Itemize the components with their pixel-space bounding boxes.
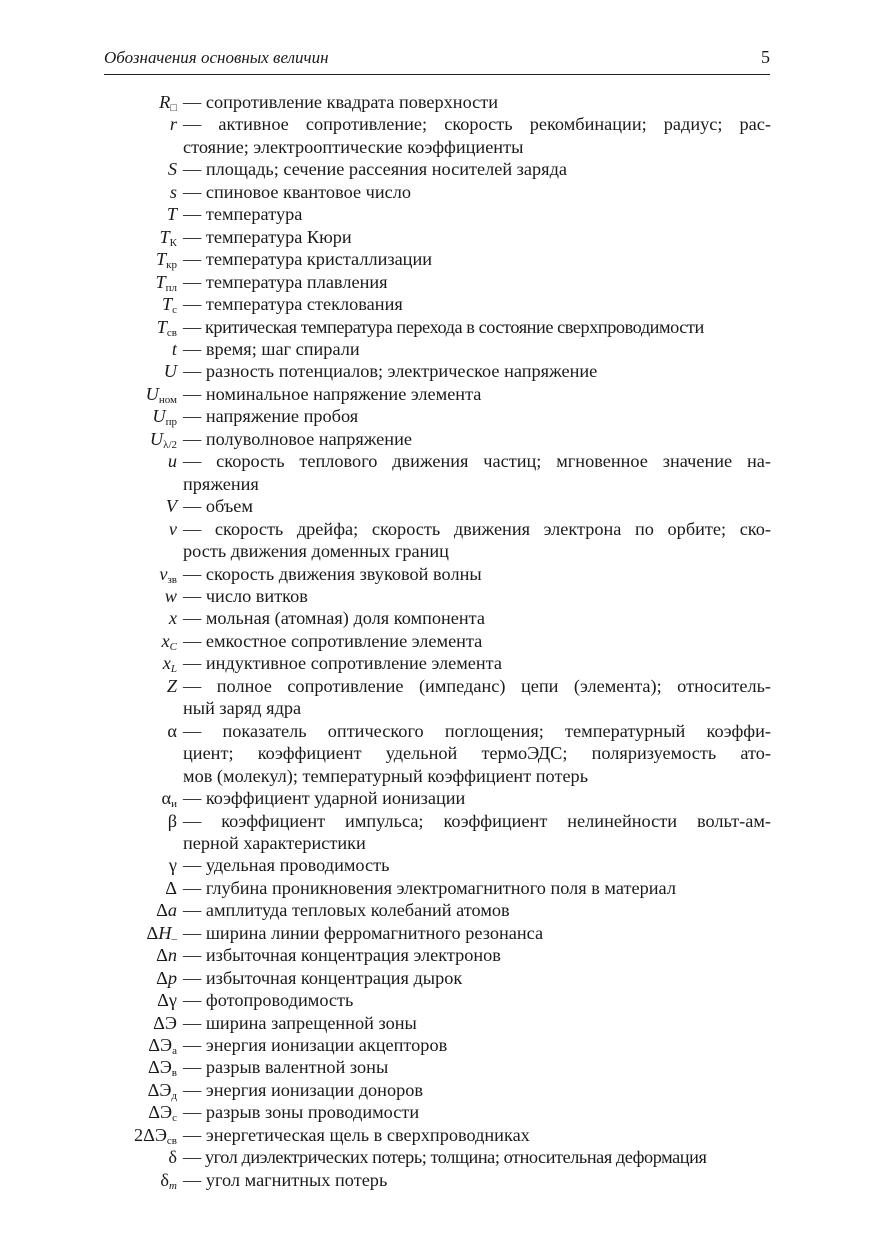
list-item <box>0 1056 875 1078</box>
list-item <box>0 383 875 405</box>
list-item <box>0 428 875 450</box>
symbol: $\alpha_и$ <box>161 788 177 811</box>
list-item <box>0 271 875 293</box>
symbol: ΔЭ <box>153 1012 177 1033</box>
symbol: T <box>166 204 177 225</box>
definition: — температура кристаллизации <box>183 249 433 270</box>
definition: — избыточная концентрация электронов <box>183 945 501 966</box>
list-item <box>0 495 875 517</box>
definition: — индуктивное сопротивление элемента <box>183 653 503 674</box>
list-item <box>0 1079 875 1101</box>
definition: — энергетическая щель в сверхпроводниках <box>183 1124 530 1145</box>
definition: — температура стеклования <box>183 294 403 315</box>
symbol: $x_L$ <box>162 653 177 676</box>
list-item <box>0 450 875 495</box>
symbol: γ <box>168 855 177 876</box>
definition: — критическая температура перехода в состояние сверхпроводимости <box>183 316 704 337</box>
definition: — температура плавления <box>183 271 388 292</box>
symbol: $T_с$ <box>161 294 177 317</box>
definition: — номинальное напряжение элемента <box>183 383 482 404</box>
symbol-list <box>0 91 875 1191</box>
list-item <box>0 226 875 248</box>
symbol: $\delta_m$ <box>160 1169 177 1192</box>
list-item <box>0 1034 875 1056</box>
list-item <box>0 922 875 944</box>
definition: — избыточная концентрация дырок <box>183 967 463 988</box>
definition: — угол диэлектрических потерь; толщина; относительная деформация <box>183 1147 707 1168</box>
symbol: $\Delta Э_а$ <box>148 1035 177 1058</box>
symbol: $\Delta Э_д$ <box>147 1079 177 1102</box>
symbol: $R_□$ <box>159 92 177 114</box>
list-item <box>0 967 875 989</box>
list-item <box>0 181 875 203</box>
definition: — ширина линии ферромагнитного резонанса <box>183 922 544 943</box>
definition: — температура <box>183 204 303 225</box>
symbol: V <box>165 496 177 517</box>
symbol: $\Delta Э_с$ <box>148 1102 177 1125</box>
definition: — активное сопротивление; скорость рекомбинации; радиус; рас- стояние; электрооптические коэффициенты <box>183 114 771 157</box>
list-item <box>0 854 875 876</box>
list-item <box>0 944 875 966</box>
symbol: $U_{ном}$ <box>145 383 177 406</box>
definition: — фотопроводимость <box>183 990 354 1011</box>
definition: — разрыв зоны проводимости <box>183 1102 420 1123</box>
definition: — спиновое квантовое число <box>183 181 411 202</box>
list-item <box>0 630 875 652</box>
definition: — коэффициент ударной ионизации <box>183 788 466 809</box>
symbol: Δp <box>156 967 177 988</box>
symbol: U <box>163 361 177 382</box>
list-item <box>0 1101 875 1123</box>
definition: — ширина запрещенной зоны <box>183 1012 417 1033</box>
definition: — удельная проводимость <box>183 855 390 876</box>
list-item <box>0 810 875 855</box>
page-number: 5 <box>761 47 770 67</box>
symbol: $T_{кр}$ <box>155 249 177 272</box>
symbol: δ <box>168 1147 177 1168</box>
list-item <box>0 316 875 338</box>
definition: — температура Кюри <box>183 226 352 247</box>
symbol: $T_К$ <box>159 226 177 249</box>
symbol: w <box>164 585 177 606</box>
list-item <box>0 91 875 113</box>
definition: — полное сопротивление (импеданс) цепи (элемента); относитель- ный заряд ядра <box>183 675 771 719</box>
list-item <box>0 787 875 809</box>
symbol: α <box>167 720 177 741</box>
list-item <box>0 405 875 427</box>
list-item <box>0 607 875 629</box>
symbol: $T_{пл}$ <box>155 271 177 294</box>
symbol: x <box>168 608 177 629</box>
definition: — мольная (атомная) доля компонента <box>183 608 486 629</box>
definition: — скорость движения звуковой волны <box>183 563 482 584</box>
symbol: $U_{\lambda/2}$ <box>149 428 177 451</box>
symbol: β <box>167 810 177 831</box>
symbol: Δn <box>156 945 177 966</box>
list-item <box>0 1012 875 1034</box>
definition: — энергия ионизации доноров <box>183 1079 424 1100</box>
list-item <box>0 1169 875 1191</box>
definition: — угол магнитных потерь <box>183 1169 388 1190</box>
list-item <box>0 1124 875 1146</box>
symbol: $v_{зв}$ <box>159 563 177 586</box>
definition: — число витков <box>183 585 308 606</box>
definition: — энергия ионизации акцепторов <box>183 1035 448 1056</box>
definition: — разность потенциалов; электрическое напряжение <box>183 361 598 382</box>
symbol: $U_{пр}$ <box>152 406 177 429</box>
definition: — время; шаг спирали <box>183 338 360 359</box>
symbol: v <box>168 518 177 539</box>
definition: — скорость теплового движения частиц; мгновенное значение на- пряжения <box>183 451 771 494</box>
definition: — амплитуда тепловых колебаний атомов <box>183 900 510 921</box>
list-item <box>0 158 875 180</box>
symbol: $2\Delta Э_{св}$ <box>133 1124 177 1147</box>
definition: — напряжение пробоя <box>183 406 359 427</box>
symbol: Δa <box>156 900 177 921</box>
list-item <box>0 675 875 720</box>
list-item <box>0 585 875 607</box>
symbol: t <box>171 338 177 359</box>
list-item <box>0 899 875 921</box>
definition: — полуволновое напряжение <box>183 428 412 449</box>
list-item <box>0 563 875 585</box>
definition: — сопротивление квадрата поверхности <box>183 92 499 112</box>
list-item <box>0 203 875 225</box>
list-item <box>0 877 875 899</box>
list-item <box>0 248 875 270</box>
definition: — глубина проникновения электромагнитного поля в материал <box>183 877 676 898</box>
list-item <box>0 720 875 787</box>
symbol: u <box>167 451 177 472</box>
list-item <box>0 293 875 315</box>
list-item <box>0 652 875 674</box>
list-item <box>0 518 875 563</box>
definition: — показатель оптического поглощения; температурный коэффи- циент; коэффициент удельной термоЭДС; поляризуемость ато- мов (молекул); температурный коэффициент потерь <box>183 720 771 786</box>
list-item <box>0 338 875 360</box>
symbol: Δ <box>165 877 177 898</box>
definition: — коэффициент импульса; коэффициент нелинейности вольт-ам- перной характеристики <box>183 810 771 853</box>
symbol: Z <box>166 675 177 696</box>
symbol: r <box>169 114 177 135</box>
symbol: S <box>167 159 177 180</box>
symbol: $\Delta Э_в$ <box>147 1057 177 1080</box>
definition: — площадь; сечение рассеяния носителей заряда <box>183 159 567 180</box>
symbol: s <box>169 181 177 202</box>
definition: — объем <box>183 496 253 517</box>
list-item <box>0 360 875 382</box>
running-header <box>104 44 770 75</box>
list-item <box>0 113 875 158</box>
definition: — скорость дрейфа; скорость движения электрона по орбите; ско- рость движения доменных границ <box>183 518 771 562</box>
definition: — разрыв валентной зоны <box>183 1057 389 1078</box>
list-item <box>0 989 875 1011</box>
list-item <box>0 1146 875 1168</box>
definition: — емкостное сопротивление элемента <box>183 630 483 651</box>
symbol: Δγ <box>157 990 177 1011</box>
symbol: $\Delta H_-$ <box>146 922 177 945</box>
running-header-title: Обозначения основных величин <box>104 48 329 67</box>
symbol: $x_C$ <box>161 630 177 653</box>
symbol: $T_{св}$ <box>156 316 177 339</box>
